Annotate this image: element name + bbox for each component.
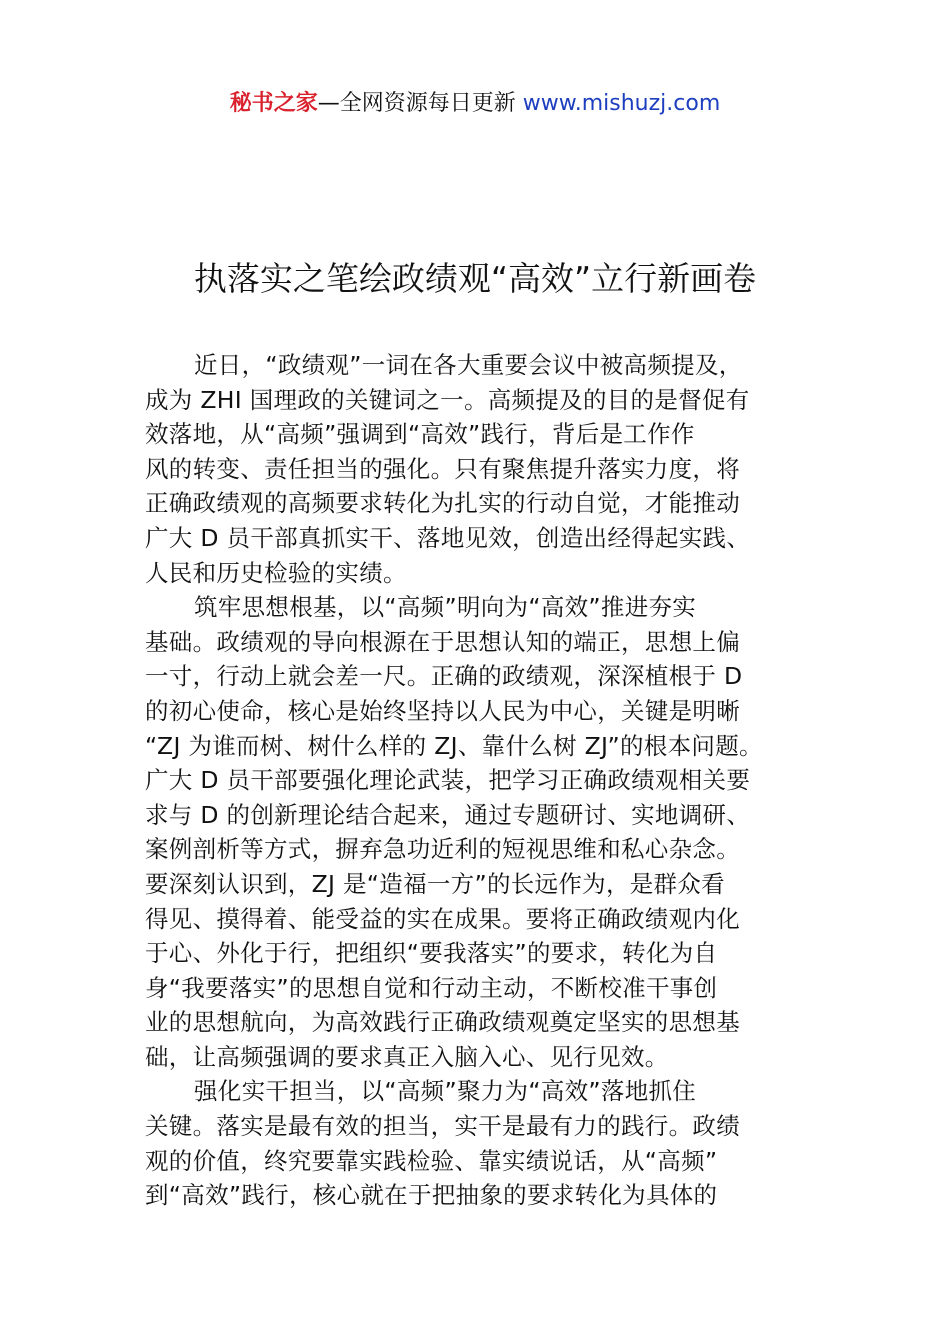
site-slogan: —全网资源每日更新 [317, 91, 523, 116]
paragraph [145, 1074, 835, 1212]
paragraph-line: 关键。落实是最有效的担当，实干是最有力的践行。政绩 [145, 1112, 740, 1141]
paragraph-line: 正确政绩观的高频要求转化为扎实的行动自觉，才能推动 [145, 489, 740, 518]
paragraph-line: 求与 D 的创新理论结合起来，通过专题研讨、实地调研、 [145, 800, 751, 829]
paragraph-line: 成为 ZHI 国理政的关键词之一。高频提及的目的是督促有 [145, 385, 750, 414]
paragraph [145, 590, 835, 1074]
paragraph-line: 人民和历史检验的实绩。 [145, 558, 407, 587]
paragraph-line: 身“我要落实”的思想自觉和行动主动，不断校准干事创 [145, 973, 718, 1002]
paragraph-line: 广大 D 员干部要强化理论武装，把学习正确政绩观相关要 [145, 766, 751, 795]
paragraph-line: 强化实干担当，以“高频”聚力为“高效”落地抓住 [194, 1077, 697, 1106]
paragraph-line: 要深刻认识到，ZJ 是“造福一方”的长远作为，是群众看 [145, 869, 725, 898]
paragraph-line: 业的思想航向，为高效践行正确政绩观奠定坚实的思想基 [145, 1008, 740, 1037]
site-header [0, 88, 950, 120]
site-url-link[interactable]: www.mishuzj.com [522, 91, 721, 116]
paragraph-line: 案例剖析等方式，摒弃急功近利的短视思维和私心杂念。 [145, 835, 740, 864]
paragraph-line: 础，让高频强调的要求真正入脑入心、见行见效。 [145, 1042, 669, 1071]
paragraph-line: 得见、摸得着、能受益的实在成果。要将正确政绩观内化 [145, 904, 740, 933]
paragraph-line: 风的转变、责任担当的强化。只有聚焦提升落实力度，将 [145, 454, 740, 483]
site-brand: 秘书之家 [229, 91, 318, 116]
paragraph-line: 近日，“政绩观”一词在各大重要会议中被高频提及， [194, 351, 743, 379]
paragraph-line: 基础。政绩观的导向根源在于思想认知的端正，思想上偏 [145, 627, 740, 656]
paragraph-line: 到“高效”践行，核心就在于把抽象的要求转化为具体的 [145, 1181, 718, 1210]
paragraph-line: “ZJ 为谁而树、树什么样的 ZJ、靠什么树 ZJ”的根本问题。 [145, 731, 763, 760]
document-title: 执落实之笔绘政绩观“高效”立行新画卷 [193, 259, 757, 298]
paragraph-line: 效落地，从“高频”强调到“高效”践行，背后是工作作 [145, 420, 695, 449]
paragraph-line: 观的价值，终究要靠实践检验、靠实绩说话，从“高频” [145, 1146, 718, 1175]
document-body [145, 348, 835, 1213]
paragraph-line: 于心、外化于行，把组织“要我落实”的要求，转化为自 [145, 939, 718, 968]
paragraph-line: 广大 D 员干部真抓实干、落地见效，创造出经得起实践、 [145, 523, 751, 552]
paragraph-line: 一寸，行动上就会差一尺。正确的政绩观，深深植根于 D [145, 662, 743, 691]
paragraph [145, 348, 835, 590]
paragraph-line: 的初心使命，核心是始终坚持以人民为中心，关键是明晰 [145, 696, 740, 725]
paragraph-line: 筑牢思想根基，以“高频”明向为“高效”推进夯实 [194, 593, 697, 622]
